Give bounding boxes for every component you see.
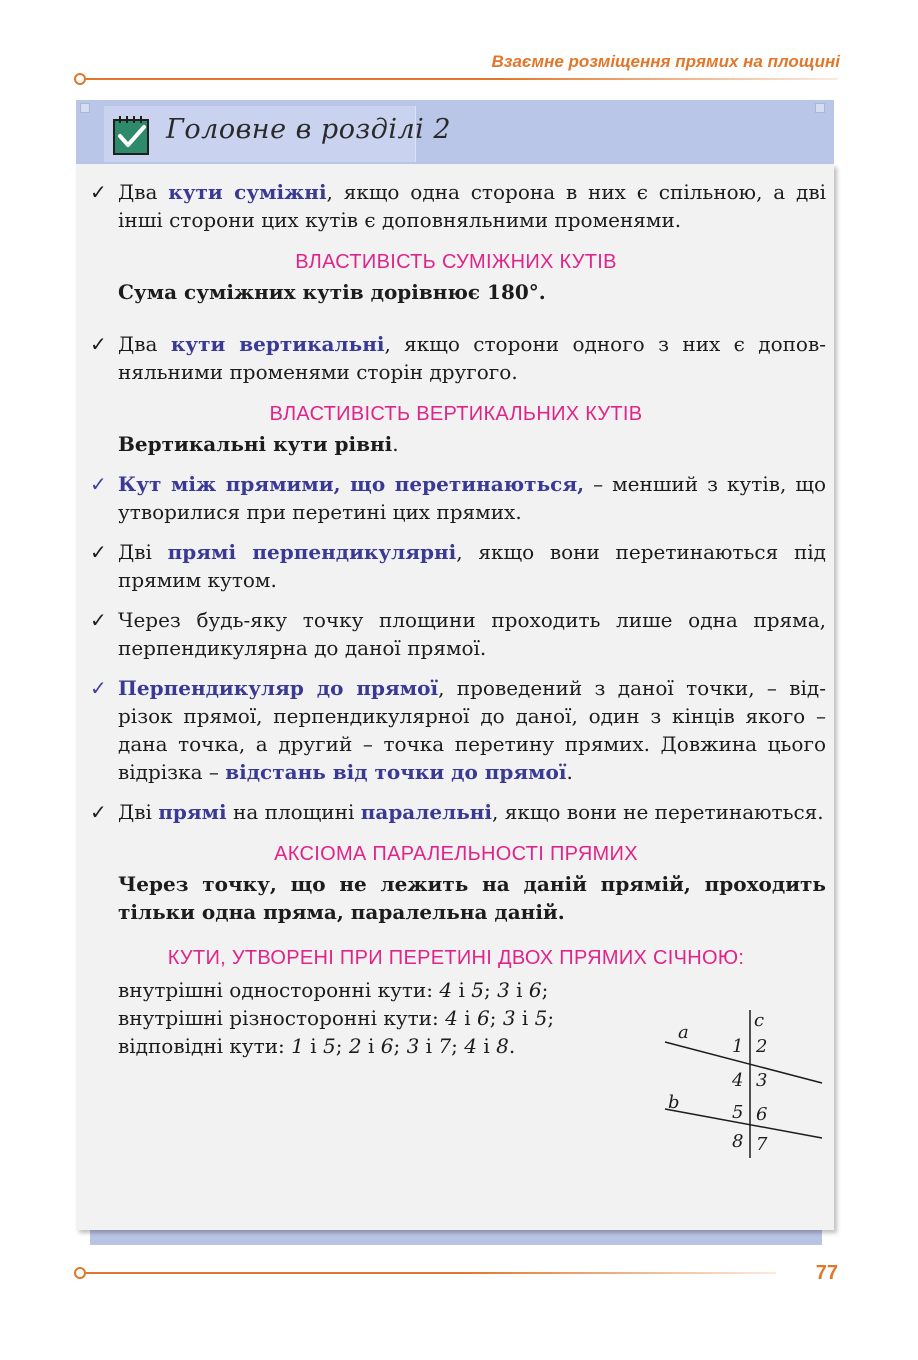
angle-number: 4 — [464, 1034, 477, 1058]
angle-pair-line: відповідні кути: 1 і 5; 2 і 6; 3 і 7; 4 і 8. — [118, 1034, 516, 1058]
box-corner — [815, 103, 825, 113]
term: паралельні — [360, 800, 492, 824]
angle-number: 8 — [496, 1034, 509, 1058]
text: . — [566, 760, 573, 784]
angle-number: 2 — [348, 1034, 362, 1058]
header-line-marker — [74, 73, 86, 85]
check-icon: ✓ — [90, 332, 107, 356]
term: кути суміжні — [168, 180, 327, 204]
footer-line-marker — [74, 1267, 86, 1279]
angle-pair-line: внутрішні односторонні кути: 4 і 5; 3 і 6; — [118, 978, 549, 1002]
text: , якщо одна сторона в них є спільною, а дві інші сторони цих кутів є доповняльними променями. — [118, 180, 826, 232]
text: Два — [118, 180, 169, 204]
page-number: 77 — [815, 1262, 838, 1284]
angle-number: 6 — [476, 1006, 490, 1030]
heading-adjacent-property: ВЛАСТИВІСТЬ СУМІЖНИХ КУТІВ — [295, 251, 617, 273]
term: кути вертикальні — [170, 332, 385, 356]
text: – менший з кутів, що утворилися при перетині цих прямих. — [118, 472, 827, 524]
parallel-axiom-statement: Через точку, що не лежить на даній прямій, проходить тільки одна пряма, паралельна даній. — [118, 872, 826, 924]
angle-pair-label: відповідні кути: — [118, 1034, 292, 1058]
text: Дві — [118, 800, 159, 824]
text: Через будь-яку точку площини проходить лише одна пряма, перпендикулярна до даної прямої. — [118, 608, 826, 660]
text: на площині — [226, 800, 361, 824]
definition-parallel-lines — [86, 798, 826, 826]
text: Дві — [118, 540, 168, 564]
header-rule — [86, 78, 838, 80]
text: Два — [118, 332, 171, 356]
term: відстань від точки до прямої — [225, 760, 567, 784]
angle-pair-label: внутрішні різносторонні кути: — [118, 1006, 446, 1030]
angle-number: 4 — [445, 1006, 458, 1030]
term: прямі — [158, 800, 227, 824]
heading-secant-angles: КУТИ, УТВОРЕНІ ПРИ ПЕРЕТИНІ ДВОХ ПРЯМИХ СІЧНОЮ: — [167, 947, 745, 969]
text: , якщо сторони одного з них є доповняльними променями сторін другого. — [118, 332, 827, 384]
text: Вертикальні кути рівні — [118, 432, 393, 456]
angle-number: 3 — [497, 978, 510, 1002]
term: прямі перпендикулярні — [167, 540, 457, 564]
running-title: Взаємне розміщення прямих на площині — [491, 52, 840, 71]
box-corner — [80, 103, 90, 113]
check-icon: ✓ — [90, 472, 107, 496]
angle-number: 1 — [291, 1034, 304, 1058]
label-a: a — [678, 1022, 689, 1043]
line-b — [665, 1109, 822, 1138]
angle-label: 3 — [756, 1070, 768, 1091]
angle-label: 5 — [732, 1102, 744, 1123]
text: , якщо вони не перетинаються. — [492, 800, 824, 824]
summary-content — [86, 178, 826, 1060]
angle-label: 4 — [732, 1070, 744, 1091]
text: , якщо вони перетинаються під прямим кутом. — [118, 540, 826, 592]
footer-rule — [86, 1272, 776, 1274]
check-icon: ✓ — [90, 800, 107, 824]
definition-perpendicular-lines — [86, 538, 826, 594]
definition-vertical-angles — [86, 330, 826, 386]
check-icon: ✓ — [90, 608, 107, 632]
definition-angle-between-lines — [86, 470, 826, 526]
check-icon: ✓ — [90, 180, 107, 204]
angle-number: 4 — [439, 978, 453, 1002]
angle-label: 6 — [756, 1104, 768, 1125]
section-title: Головне в розділі 2 — [166, 114, 452, 145]
adjacent-property-statement: Сума суміжних кутів дорівнює 180°. — [118, 280, 546, 304]
angle-label: 7 — [756, 1134, 768, 1155]
angle-number: 6 — [380, 1034, 394, 1058]
angle-label: 1 — [732, 1036, 744, 1057]
text: , проведений з даної точки, – відрізок прямої, перпендикулярної до даної, один з кінців якого – дана точка, а другий – точка перетину прямих. Довжина цього відрізка – — [118, 676, 826, 784]
check-icon: ✓ — [90, 676, 107, 700]
term: Перпендикуляр до прямої — [118, 676, 439, 700]
angle-label: 2 — [756, 1036, 768, 1057]
check-icon: ✓ — [90, 540, 107, 564]
angle-number: 3 — [406, 1034, 420, 1058]
vertical-property-statement: Вертикальні кути рівні. — [118, 432, 399, 456]
definition-perpendicular-segment — [86, 674, 826, 786]
checklist-notepad-icon — [112, 114, 150, 156]
angle-number: 5 — [323, 1034, 336, 1058]
unique-perpendicular-statement — [86, 606, 826, 662]
line-a — [665, 1042, 822, 1083]
angle-number: 5 — [471, 978, 484, 1002]
angle-number: 5 — [534, 1006, 548, 1030]
secant-angles-diagram — [660, 1006, 830, 1166]
angle-number: 7 — [438, 1034, 452, 1058]
angle-pair-line: внутрішні різносторонні кути: 4 і 6; 3 і 5; — [118, 1006, 555, 1030]
heading-vertical-property: ВЛАСТИВІСТЬ ВЕРТИКАЛЬНИХ КУТІВ — [269, 403, 643, 425]
angle-pair-label: внутрішні односторонні кути: — [118, 978, 440, 1002]
label-b: b — [668, 1092, 680, 1113]
label-c: c — [754, 1010, 765, 1031]
angle-number: 3 — [502, 1006, 516, 1030]
angle-number: 6 — [528, 978, 542, 1002]
definition-adjacent-angles — [86, 178, 826, 234]
heading-parallel-axiom: АКСІОМА ПАРАЛЕЛЬНОСТІ ПРЯМИХ — [274, 843, 638, 865]
term: Кут між прямими, що перетинаються, — [118, 472, 585, 496]
angle-label: 8 — [732, 1131, 744, 1152]
